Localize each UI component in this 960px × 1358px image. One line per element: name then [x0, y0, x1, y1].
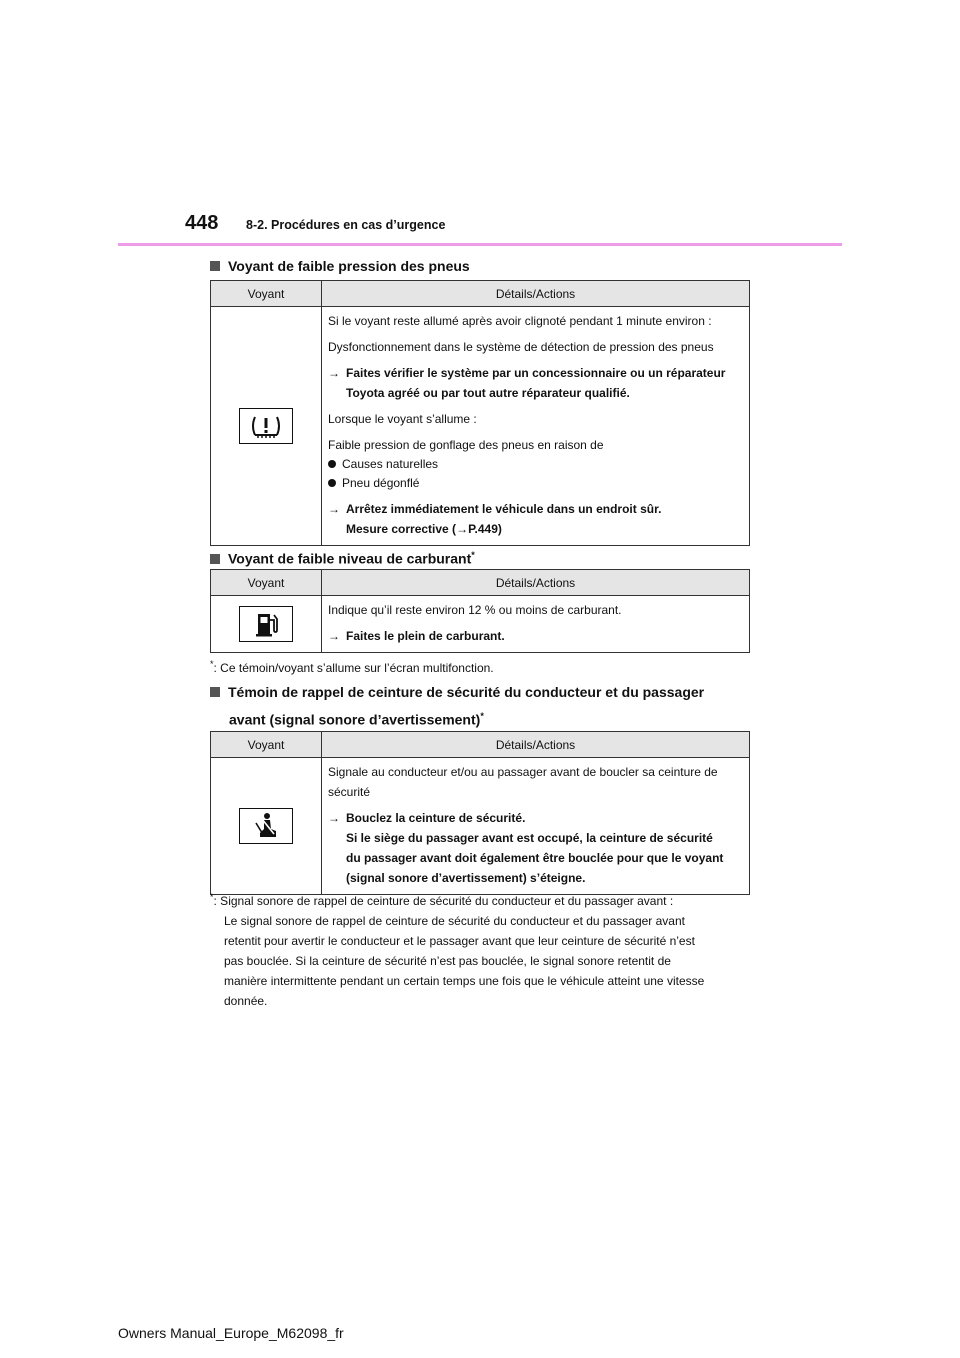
arrow-icon: → — [328, 629, 340, 643]
footnote-fuel: *: Ce témoin/voyant s’allume sur l’écran multifonction. — [210, 659, 494, 675]
details-cell: Indique qu’il reste environ 12 % ou moins de carburant. → Faites le plein de carburant. — [322, 596, 750, 653]
page-number: 448 — [185, 212, 219, 234]
chapter-title: 8-2. Procédures en cas d’urgence — [246, 218, 446, 232]
arrow-icon: → — [328, 502, 340, 516]
fuel-pump-icon — [239, 606, 293, 642]
column-header-details: Détails/Actions — [322, 281, 750, 307]
arrow-icon: → — [328, 811, 340, 825]
column-header-voyant: Voyant — [211, 570, 322, 596]
header-divider — [118, 243, 842, 246]
square-bullet-icon — [210, 554, 220, 564]
tire-pressure-warning-icon — [239, 408, 293, 444]
section-title-fuel: Voyant de faible niveau de carburant* — [210, 543, 475, 571]
seatbelt-reminder-icon — [239, 808, 293, 844]
column-header-details: Détails/Actions — [322, 570, 750, 596]
square-bullet-icon — [210, 261, 220, 271]
tire-pressure-table — [210, 280, 750, 546]
arrow-icon: → — [328, 366, 340, 380]
column-header-voyant: Voyant — [211, 281, 322, 307]
arrow-icon: → — [456, 522, 469, 536]
section-title-tire-pressure: Voyant de faible pression des pneus — [210, 254, 470, 278]
seatbelt-table — [210, 731, 750, 895]
page-reference-link[interactable]: P.449) — [468, 522, 502, 536]
bullet-dot-icon — [328, 479, 336, 487]
square-bullet-icon — [210, 687, 220, 697]
column-header-details: Détails/Actions — [322, 732, 750, 758]
fuel-table — [210, 569, 750, 653]
bullet-dot-icon — [328, 460, 336, 468]
details-cell: Si le voyant reste allumé après avoir clignoté pendant 1 minute environ : Dysfonctionnement dans le système de détection de pression des pneus → Faites vérifier le système par un concessionnaire ou un réparateur Toyota agréé ou par tout autre réparateur qualifié. Lorsque le voyant s’allume : Faible pression de gonflage des pneus en raison de Causes naturelles Pneu dégonflé → Arrêtez immédiatement le véhicule dans un endroit sûr. Mesure corrective (→P.449) — [322, 307, 750, 546]
section-title-seatbelt: Témoin de rappel de ceinture de sécurité du conducteur et du passager avant (signal sonore d’avertissement)* — [210, 680, 704, 732]
column-header-voyant: Voyant — [211, 732, 322, 758]
document-id: Owners Manual_Europe_M62098_fr — [118, 1325, 344, 1341]
footnote-seatbelt: *: Signal sonore de rappel de ceinture de sécurité du conducteur et du passager avant : Le signal sonore de rappel de ceinture de sécurité du conducteur et du passager avant retentit pour avertir le conducteur et le passager avant que leur ceinture de sécurité n’est pas bouclée. Si la ceinture de sécurité n’est pas bouclée, le signal sonore retentit de manière intermittente pendant un certain temps une fois que le véhicule atteint une vitesse donnée. — [210, 892, 705, 1008]
details-cell: Signale au conducteur et/ou au passager avant de boucler sa ceinture de sécurité → Bouclez la ceinture de sécurité. Si le siège du passager avant est occupé, la ceinture de sécurité du passager avant doit également être bouclée pour que le voyant (signal sonore d’avertissement) s’éteigne. — [322, 758, 750, 895]
